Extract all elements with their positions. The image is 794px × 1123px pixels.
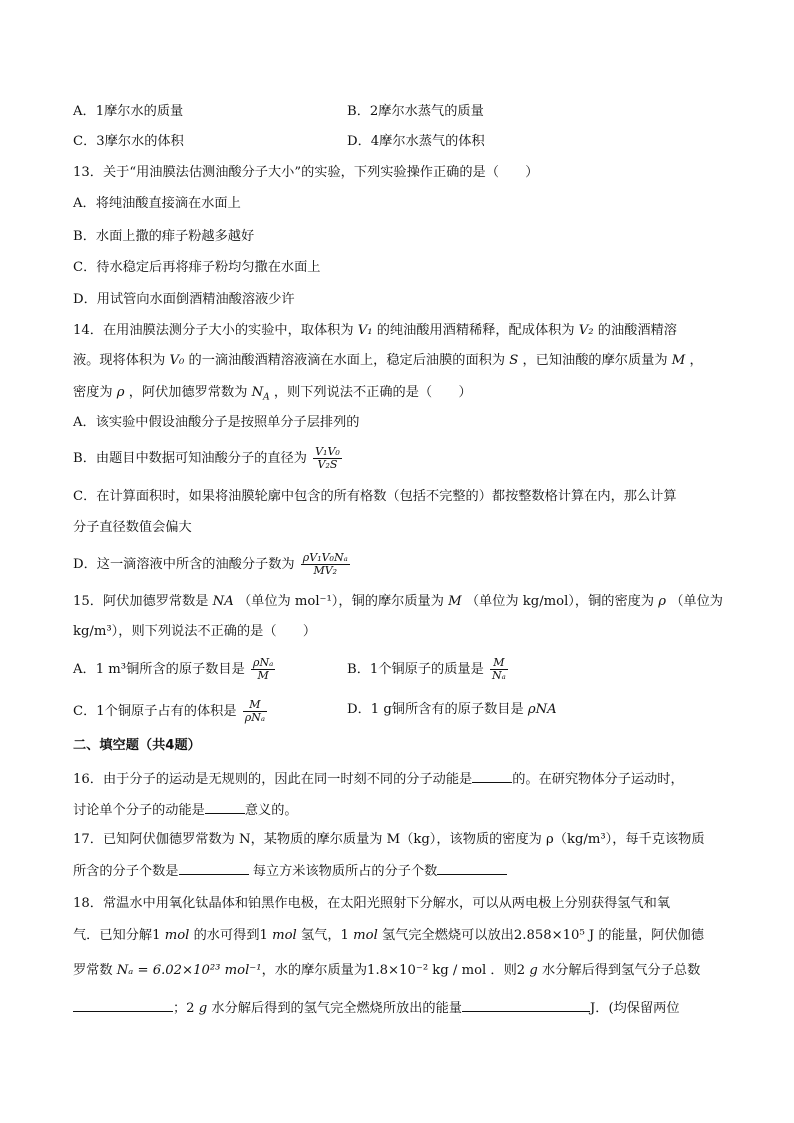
q14-d-fraction: $\frac{\text{ρV₁V₀Nₐ}}{\text{MV₂}}$ bbox=[302, 551, 348, 577]
q14-b-fraction: $\frac{\text{V₁V₀}}{\text{V₂S}}$ bbox=[315, 445, 340, 471]
q17-blank-2[interactable] bbox=[437, 860, 507, 875]
q12-option-c: C．3摩尔水的体积 bbox=[73, 134, 184, 149]
q15-c-fraction: $\frac{M}{\text{ρNₐ}}$ bbox=[244, 698, 265, 724]
q15-a-fraction: $\frac{\text{ρNₐ}}{M}$ bbox=[252, 656, 274, 682]
q14-option-d: D．这一滴溶液中所含的油酸分子数为 $\frac{\text{ρV₁V₀Nₐ}}{\text{MV₂}}$ bbox=[73, 551, 348, 577]
q16-blank-1[interactable] bbox=[472, 768, 512, 783]
q13-option-b: B．水面上撒的痱子粉越多越好 bbox=[73, 229, 255, 244]
q15-option-a: A．1 m³铜所含的原子数目是 $\frac{\text{ρNₐ}}{M}$ bbox=[73, 656, 274, 682]
q15-option-b: B．1个铜原子的质量是 $\frac{M}{\text{Nₐ}}$ bbox=[347, 656, 506, 682]
q14-var-rho: ρ bbox=[116, 385, 125, 400]
q14-stem-line3: 密度为 ρ ，阿伏加德罗常数为 $N_A$ ，则下列说法不正确的是（ ） bbox=[73, 385, 472, 403]
q14-var-na: $N_A$ bbox=[251, 385, 270, 403]
q18-line1: 18．常温水中用氧化钛晶体和铂黑作电极，在太阳光照射下分解水，可以从两电极上分别获得氢气和氧 bbox=[73, 896, 671, 911]
q15-b-fraction: $\frac{M}{\text{Nₐ}}$ bbox=[491, 656, 506, 682]
q18-blank-2[interactable] bbox=[462, 997, 590, 1012]
q14-stem-line1: 14．在用油膜法测分子大小的实验中，取体积为 V₁ 的纯油酸用酒精稀释，配成体积为 V₂ 的油酸酒精溶 bbox=[73, 323, 677, 338]
q13-option-c: C．待水稳定后再将痱子粉均匀撒在水面上 bbox=[73, 260, 321, 275]
q14-option-b: B．由题目中数据可知油酸分子的直径为 $\frac{\text{V₁V₀}}{\text{V₂S}}$ bbox=[73, 445, 340, 471]
q14-var-m: M bbox=[671, 353, 686, 368]
q14-var-v2: V₂ bbox=[578, 323, 594, 338]
q15-option-d: D．1 g铜所含有的原子数目是 ρNA bbox=[347, 702, 557, 717]
q12-option-a: A．1摩尔水的质量 bbox=[73, 104, 184, 119]
q14-var-s: S bbox=[509, 353, 519, 368]
q17-line1: 17．已知阿伏伽德罗常数为 N，某物质的摩尔质量为 M（kg），该物质的密度为 ρ（kg/m³），每千克该物质 bbox=[73, 832, 705, 847]
q18-line2: 气．已知分解1 mol 的水可得到1 mol 氢气，1 mol 氢气完全燃烧可以放出2.858×10⁵ J 的能量，阿伏伽德 bbox=[73, 928, 704, 943]
q16-line1: 16．由于分子的运动是无规则的，因此在同一时刻不同的分子动能是 的。在研究物体分子运动时， bbox=[73, 768, 684, 790]
q18-line3: 罗常数 Nₐ = 6.02×10²³ mol⁻¹，水的摩尔质量为1.8×10⁻² kg / mol ．则2 g 水分解后得到氢气分子总数 bbox=[73, 963, 701, 978]
q12-option-b: B．2摩尔水蒸气的质量 bbox=[347, 104, 484, 119]
q17-line2: 所含的分子个数是 每立方米该物质所占的分子个数 bbox=[73, 860, 507, 882]
q16-blank-2[interactable] bbox=[205, 799, 245, 814]
q15-stem-line1: 15．阿伏加德罗常数是 NA （单位为 mol⁻¹），铜的摩尔质量为 M （单位为 kg/mol），铜的密度为 ρ （单位为 bbox=[73, 594, 723, 609]
q15-stem-line2: kg/m³），则下列说法不正确的是（ ） bbox=[73, 624, 317, 639]
q15-option-c: C．1个铜原子占有的体积是 $\frac{M}{\text{ρNₐ}}$ bbox=[73, 698, 265, 724]
q14-option-c-line2: 分子直径数值会偏大 bbox=[73, 520, 192, 535]
q18-line4: ；2 g 水分解后得到的氢气完全燃烧所放出的能量 J．(均保留两位 bbox=[73, 997, 680, 1019]
q18-blank-1[interactable] bbox=[73, 997, 173, 1012]
q13-stem: 13．关于“用油膜法估测油酸分子大小”的实验，下列实验操作正确的是（ ） bbox=[73, 165, 539, 180]
q14-option-a: A．该实验中假设油酸分子是按照单分子层排列的 bbox=[73, 415, 360, 430]
q14-stem-line2: 液。现将体积为 V₀ 的一滴油酸酒精溶液滴在水面上，稳定后油膜的面积为 S ，已知油酸的摩尔质量为 M ， bbox=[73, 353, 703, 368]
q13-option-a: A．将纯油酸直接滴在水面上 bbox=[73, 196, 241, 211]
q12-option-d: D．4摩尔水蒸气的体积 bbox=[347, 134, 485, 149]
q14-option-c-line1: C．在计算面积时，如果将油膜轮廓中包含的所有格数（包括不完整的）都按整数格计算在内，那么计算 bbox=[73, 489, 677, 504]
section-heading-fill-in: 二、填空题（共4题） bbox=[73, 738, 201, 753]
q16-line2: 讨论单个分子的动能是 意义的。 bbox=[73, 799, 298, 821]
q13-option-d: D．用试管向水面倒酒精油酸溶液少许 bbox=[73, 292, 295, 307]
q14-var-v0: V₀ bbox=[169, 353, 185, 368]
q14-var-v1: V₁ bbox=[357, 323, 373, 338]
q17-blank-1[interactable] bbox=[179, 860, 249, 875]
